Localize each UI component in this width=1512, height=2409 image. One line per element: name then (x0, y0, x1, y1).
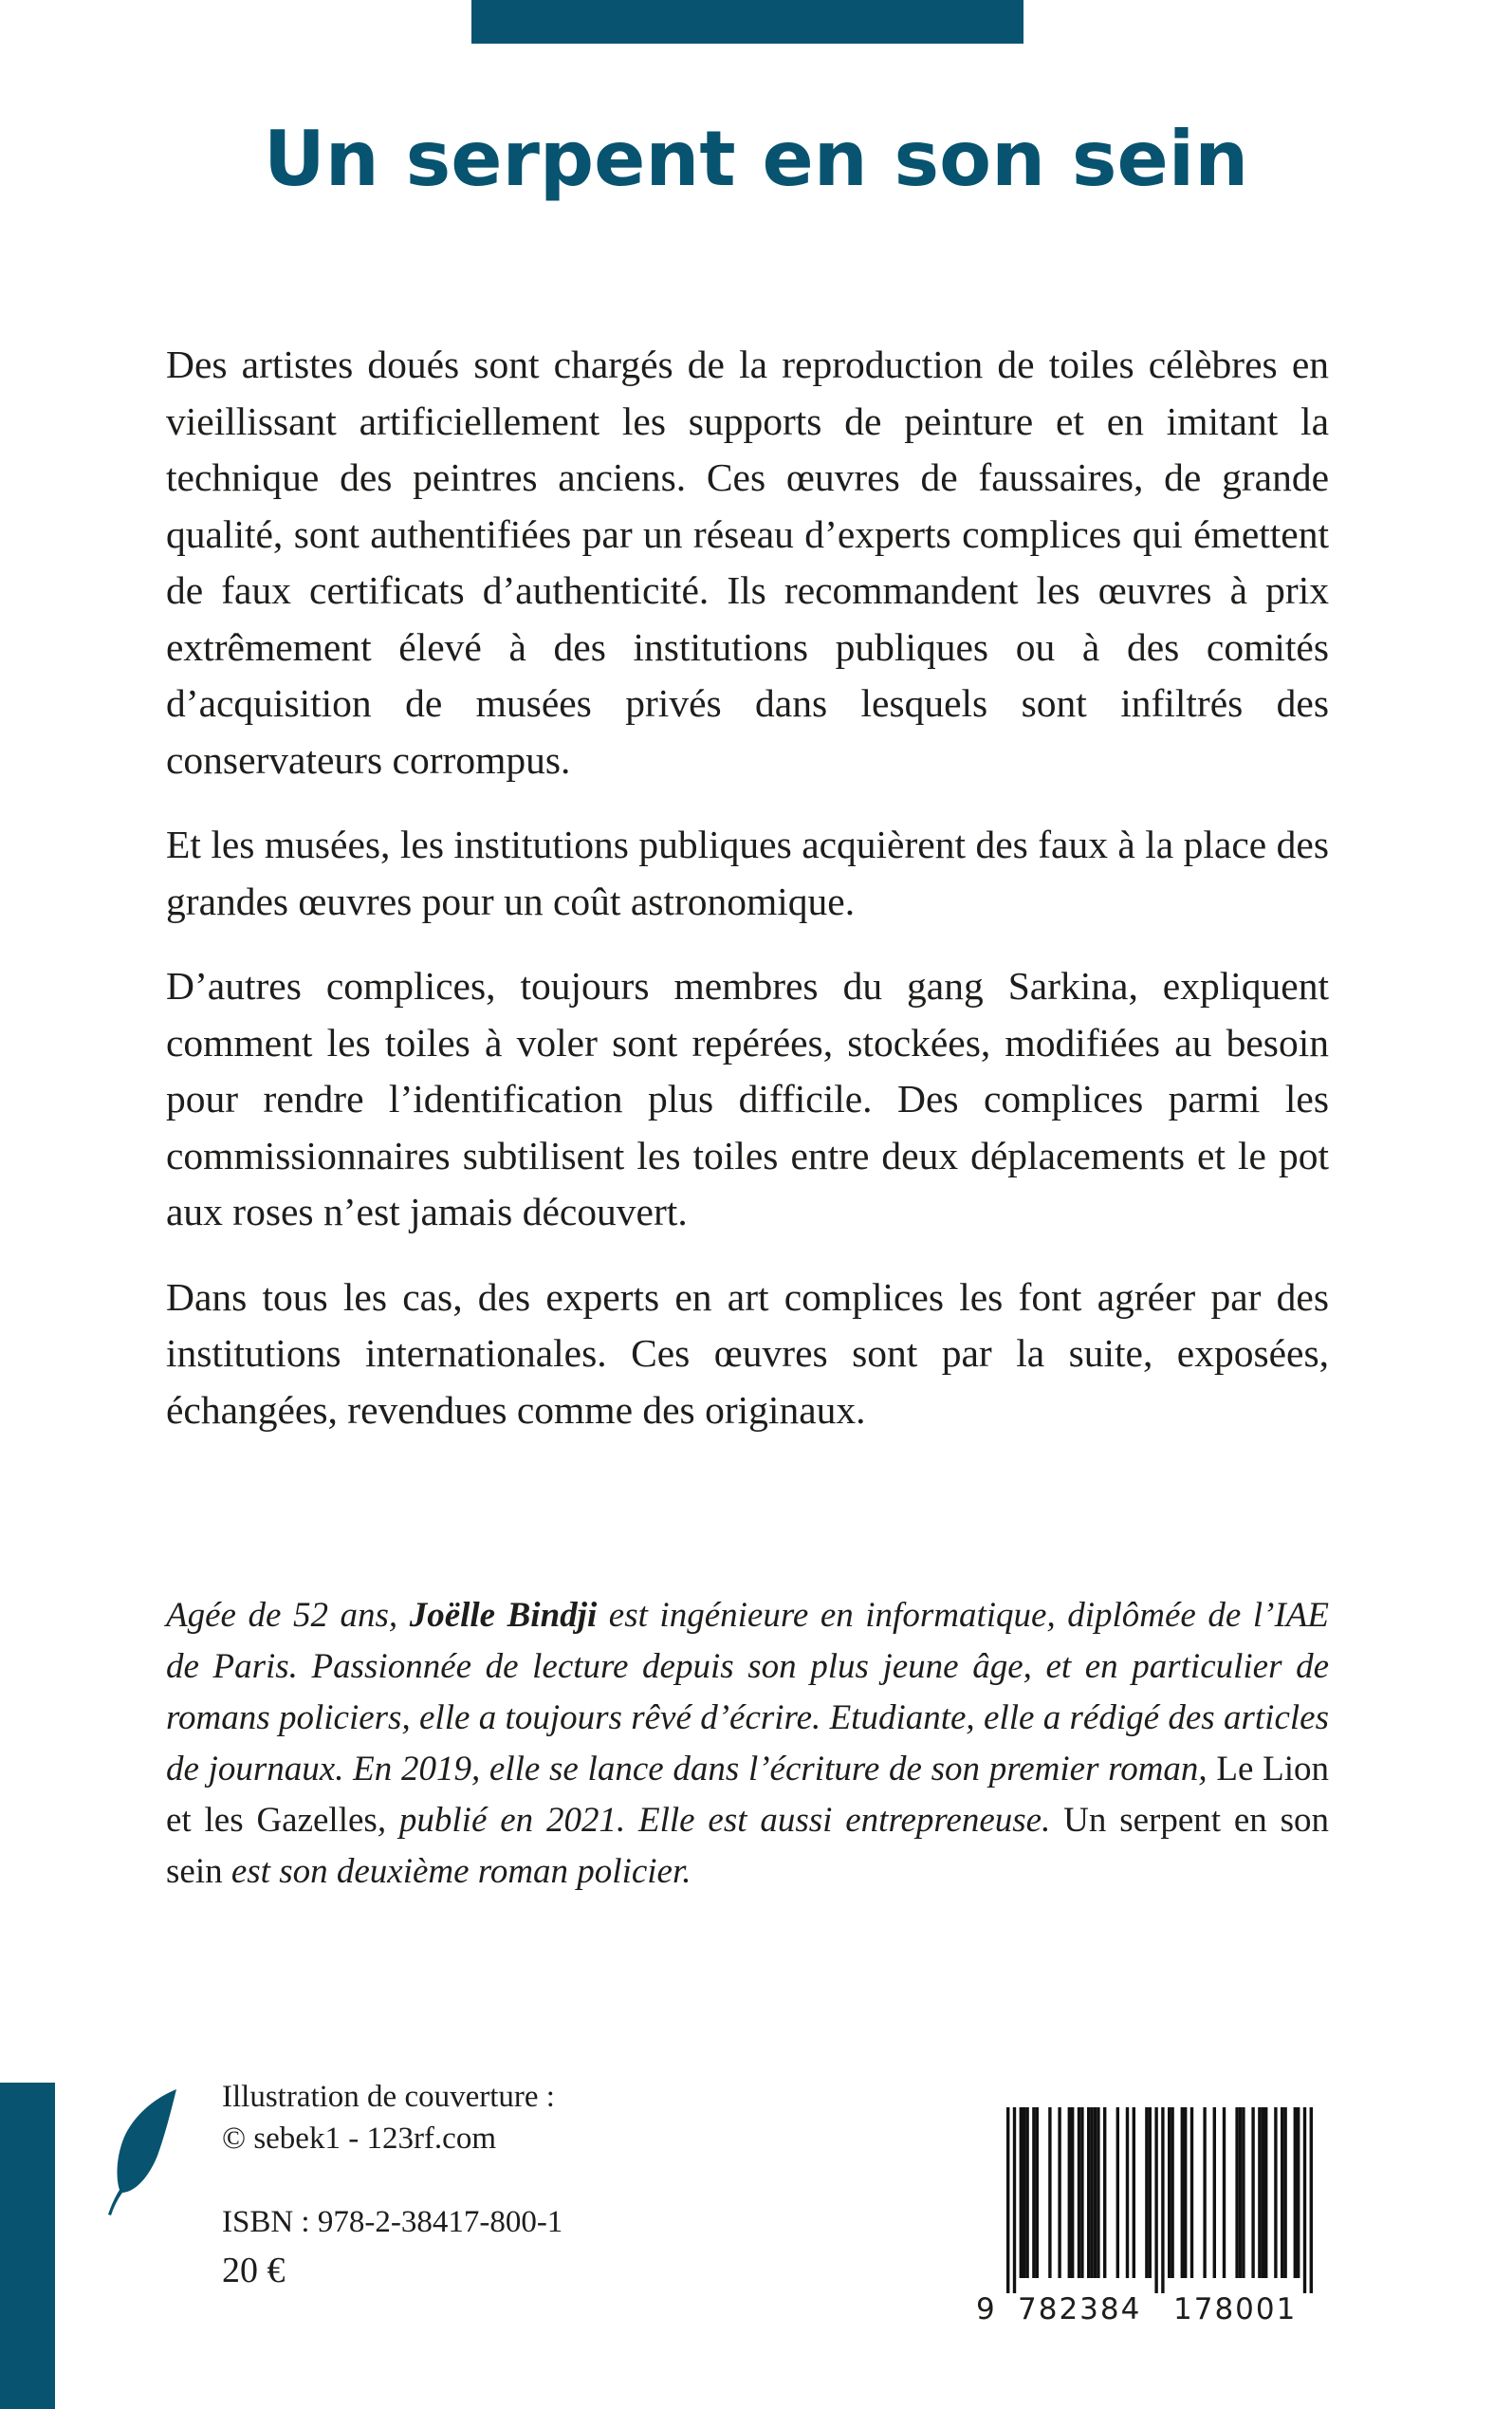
barcode-bar (1239, 2107, 1242, 2278)
barcode-bar (1190, 2107, 1193, 2278)
barcode-bar (1116, 2107, 1119, 2278)
credits-line: © sebek1 - 123rf.com (222, 2122, 496, 2156)
barcode-bar (1251, 2107, 1254, 2278)
barcode-bar (1262, 2107, 1264, 2278)
book-title: Un serpent en son sein (263, 115, 1249, 203)
barcode-bar (1080, 2107, 1083, 2278)
author-bio-text: est ingénieure en informatique, diplômée de l’IAE de Paris. Passionnée de lecture depuis son plus jeune âge, et en particulier de romans policiers, elle a toujours rêvé d’écrire. Etudiante, elle a rédigé des articles de journaux. En 2019, elle se lance dans l’écriture de son premier roman, (166, 1596, 1329, 1788)
barcode-bar (1213, 2107, 1216, 2278)
barcode-bar (1145, 2107, 1148, 2278)
barcode-bar (1297, 2107, 1300, 2278)
barcode-bar (1223, 2107, 1226, 2278)
author-bio-text: Agée de 52 ans, (166, 1596, 410, 1635)
current-novel-title: Un serpent en son sein (166, 1801, 1330, 1891)
barcode-bar (1283, 2107, 1286, 2278)
barcode-bar (1126, 2107, 1129, 2278)
barcode-digits-left: 782384 (1018, 2292, 1142, 2326)
barcode-bar (1133, 2107, 1135, 2278)
isbn-and-price (222, 2201, 562, 2298)
barcode-bar (1184, 2107, 1187, 2278)
barcode-bars (972, 2107, 1329, 2293)
barcode-bar (1078, 2107, 1080, 2278)
barcode-bar (1020, 2107, 1023, 2278)
barcode-bar (1023, 2107, 1025, 2278)
barcode-bar (1303, 2107, 1306, 2293)
barcode-bar (1168, 2107, 1171, 2278)
barcode-bar (1310, 2107, 1313, 2293)
barcode-bar (1242, 2107, 1245, 2278)
barcode-bar (1006, 2107, 1009, 2293)
barcode-bar (1013, 2107, 1016, 2293)
barcode-bar (1149, 2107, 1152, 2278)
barcode-bar (1090, 2107, 1093, 2278)
barcode-bar (1071, 2107, 1074, 2278)
barcode-bar (1036, 2107, 1039, 2278)
back-cover-blurb (166, 337, 1329, 1467)
blurb-paragraph: Dans tous les cas, des experts en art complices les font agréer par des institutions internationales. Ces œuvres sont par la suite, exposées, échangées, revendues comme des originaux. (166, 1274, 1329, 1432)
barcode-digit-first: 9 (976, 2292, 997, 2326)
barcode-bar (1058, 2107, 1060, 2278)
barcode-bar (1094, 2107, 1097, 2278)
top-accent-bar (471, 0, 1023, 44)
price: 20 € (222, 2251, 286, 2290)
barcode-bar (1103, 2107, 1106, 2278)
barcode-bar (1097, 2107, 1099, 2278)
barcode-digits-right: 178001 (1173, 2292, 1298, 2326)
barcode (972, 2107, 1329, 2326)
barcode-bar (1281, 2107, 1283, 2278)
barcode-bar (1235, 2107, 1238, 2278)
isbn-number: ISBN : 978-2-38417-800-1 (222, 2205, 563, 2239)
barcode-bar (1171, 2107, 1173, 2278)
first-novel-title: Le Lion et les Gazelles (166, 1750, 1329, 1840)
barcode-digits (972, 2293, 1329, 2326)
barcode-bar (1025, 2107, 1028, 2278)
barcode-bar (1161, 2107, 1164, 2293)
credits-line: Illustration de couverture : (222, 2080, 555, 2114)
author-bio-text: , publié en 2021. Elle est aussi entrepreneuse. (377, 1801, 1064, 1840)
author-bio (166, 1590, 1329, 1898)
barcode-bar (1068, 2107, 1071, 2278)
blurb-paragraph: D’autres complices, toujours membres du gang Sarkina, expliquent comment les toiles à voler sont repérées, stockées, modifiées au besoin pour rendre l’identification plus difficile. Des complices parmi les commissionnaires subtilisent les toiles entre deux déplacements et le pot aux roses n’est jamais découvert. (166, 964, 1329, 1233)
author-bio-text: est son deuxième roman policier. (222, 1852, 691, 1891)
barcode-bar (1087, 2107, 1090, 2278)
cover-illustration-credits (222, 2076, 555, 2159)
barcode-bar (1264, 2107, 1267, 2278)
barcode-bar (1181, 2107, 1184, 2278)
blurb-paragraph: Et les musées, les institutions publiques acquièrent des faux à la place des grandes œuvres pour un coût astronomique. (166, 823, 1329, 923)
barcode-bar (1294, 2107, 1297, 2278)
barcode-bar (1032, 2107, 1035, 2278)
side-accent-bar (0, 2083, 55, 2409)
barcode-bar (1274, 2107, 1277, 2278)
feather-quill-icon (102, 2087, 178, 2216)
barcode-bar (1048, 2107, 1051, 2278)
barcode-bar (1154, 2107, 1157, 2293)
author-name: Joëlle Bindji (409, 1596, 598, 1635)
barcode-bar (1203, 2107, 1206, 2278)
barcode-bar (1258, 2107, 1261, 2278)
blurb-paragraph: Des artistes doués sont chargés de la reproduction de toiles célèbres en vieillissant artificiellement les supports de peinture et en imitant la technique des peintres anciens. Ces œuvres de faussaires, de grande qualité, sont authentifiées par un réseau d’experts complices qui émettent de faux certificats d’authenticité. Ils recommandent les œuvres à prix extrêmement élevé à des institutions publiques ou à des comités d’acquisition de musées privés dans lesquels sont infiltrés des conservateurs corrompus. (166, 343, 1329, 782)
